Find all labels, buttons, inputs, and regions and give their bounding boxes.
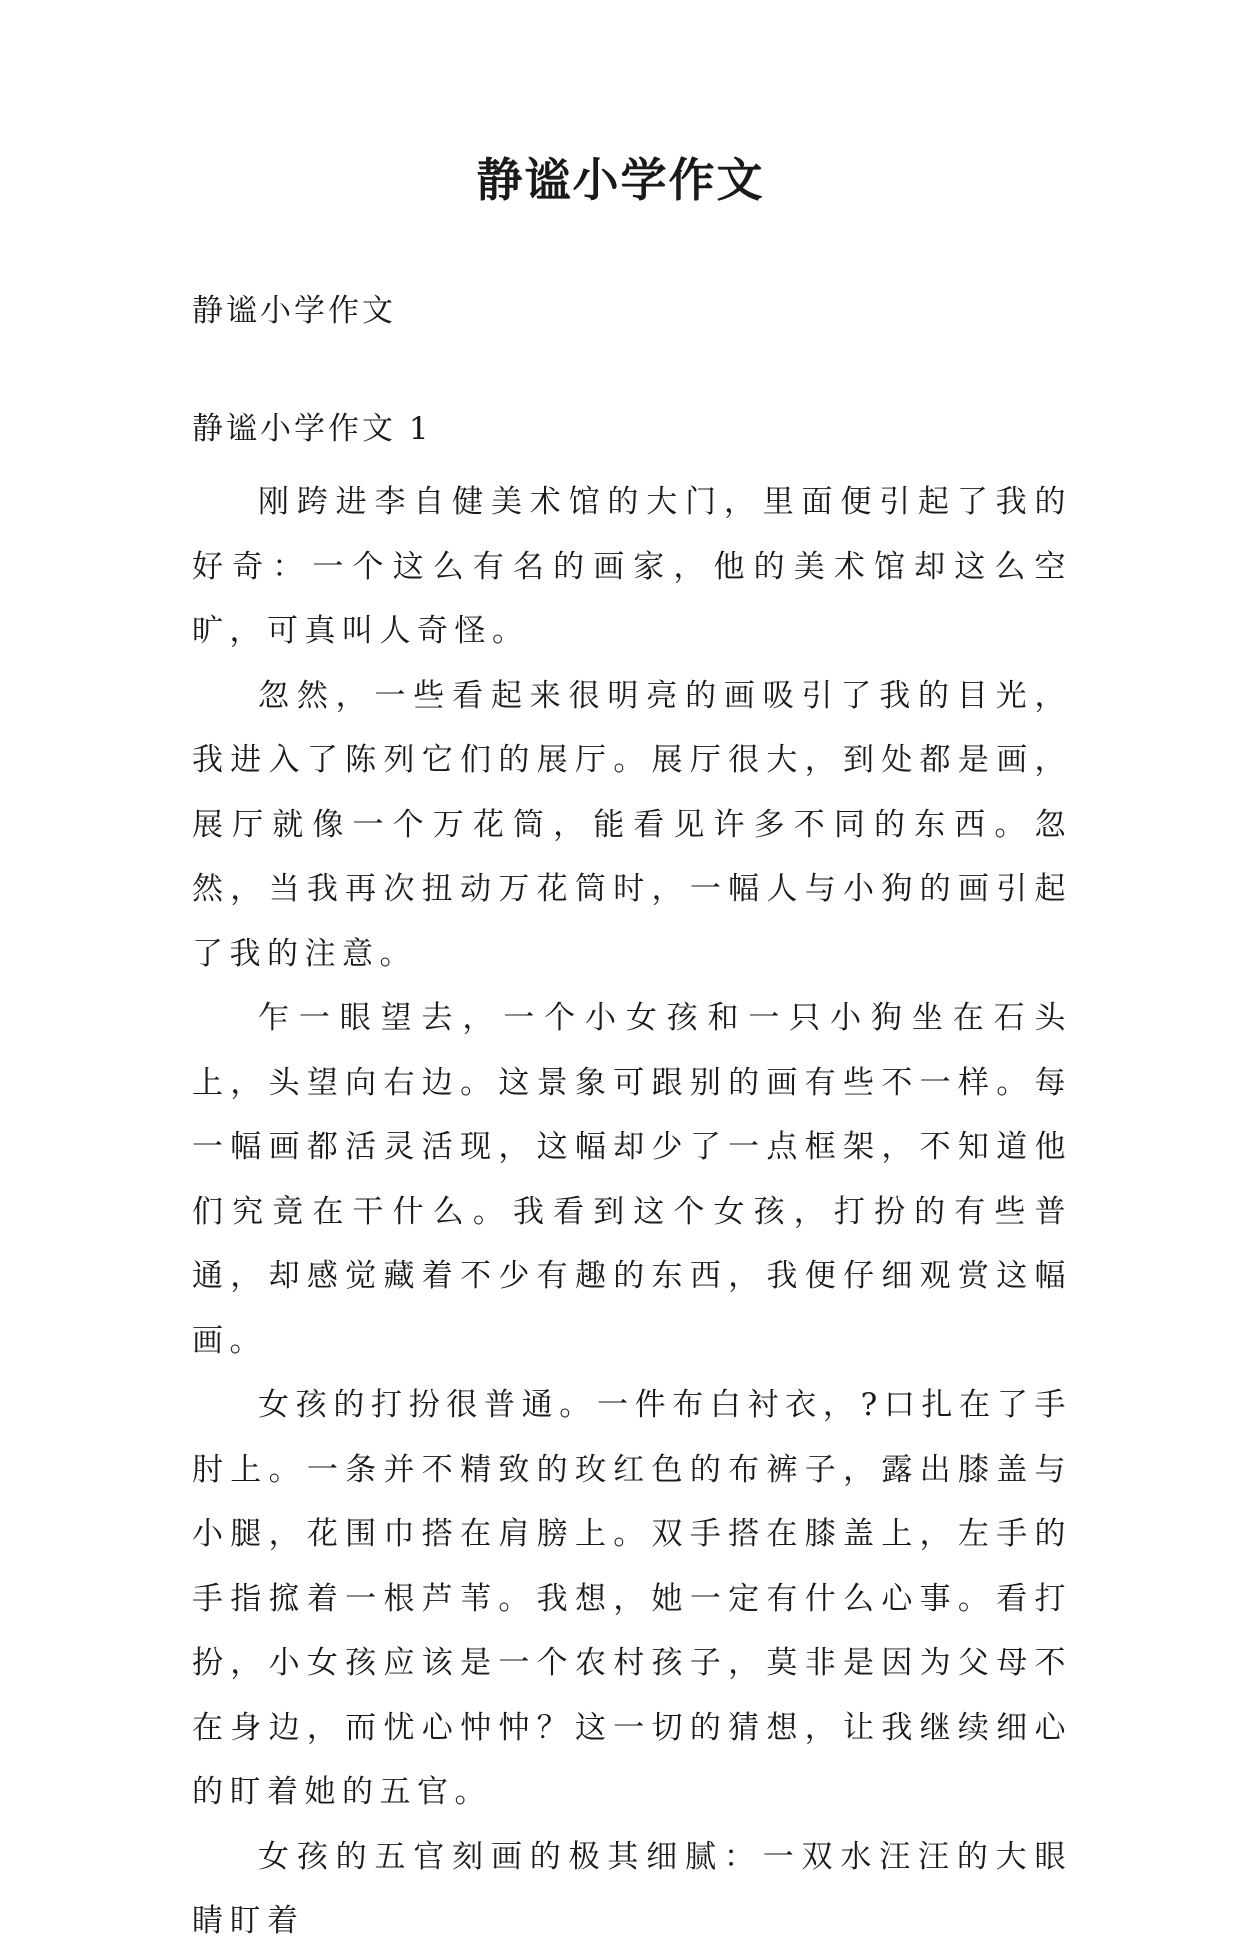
body-text xyxy=(192,470,1072,1954)
paragraph-1: 刚跨进李自健美术馆的大门，里面便引起了我的好奇：一个这么有名的画家，他的美术馆却这么空旷，可真叫人奇怪。 xyxy=(192,484,1072,649)
document-subtitle: 静谧小学作文 xyxy=(192,293,396,329)
paragraph-2: 忽然，一些看起来很明亮的画吸引了我的目光，我进入了陈列它们的展厅。展厅很大，到处都是画，展厅就像一个万花筒，能看见许多不同的东西。忽然，当我再次扭动万花筒时，一幅人与小狗的画引起了我的注意。 xyxy=(192,677,1072,972)
section-heading: 静谧小学作文 1 xyxy=(192,411,432,447)
paragraph-3: 乍一眼望去，一个小女孩和一只小狗坐在石头上，头望向右边。这景象可跟别的画有些不一样。每一幅画都活灵活现，这幅却少了一点框架，不知道他们究竟在干什么。我看到这个女孩，打扮的有些普通，却感觉藏着不少有趣的东西，我便仔细观赏这幅画。 xyxy=(192,1000,1072,1359)
paragraph-4: 女孩的打扮很普通。一件布白衬衣，?口扎在了手肘上。一条并不精致的玫红色的布裤子，露出膝盖与小腿，花围巾搭在肩膀上。双手搭在膝盖上，左手的手指搲着一根芦苇。我想，她一定有什么心事。看打扮，小女孩应该是一个农村孩子，莫非是因为父母不在身边，而忧心忡忡？这一切的猜想，让我继续细心的盯着她的五官。 xyxy=(192,1387,1072,1810)
paragraph-5: 女孩的五官刻画的极其细腻：一双水汪汪的大眼睛盯着 xyxy=(192,1838,1072,1939)
document-title: 静谧小学作文 xyxy=(476,153,765,207)
